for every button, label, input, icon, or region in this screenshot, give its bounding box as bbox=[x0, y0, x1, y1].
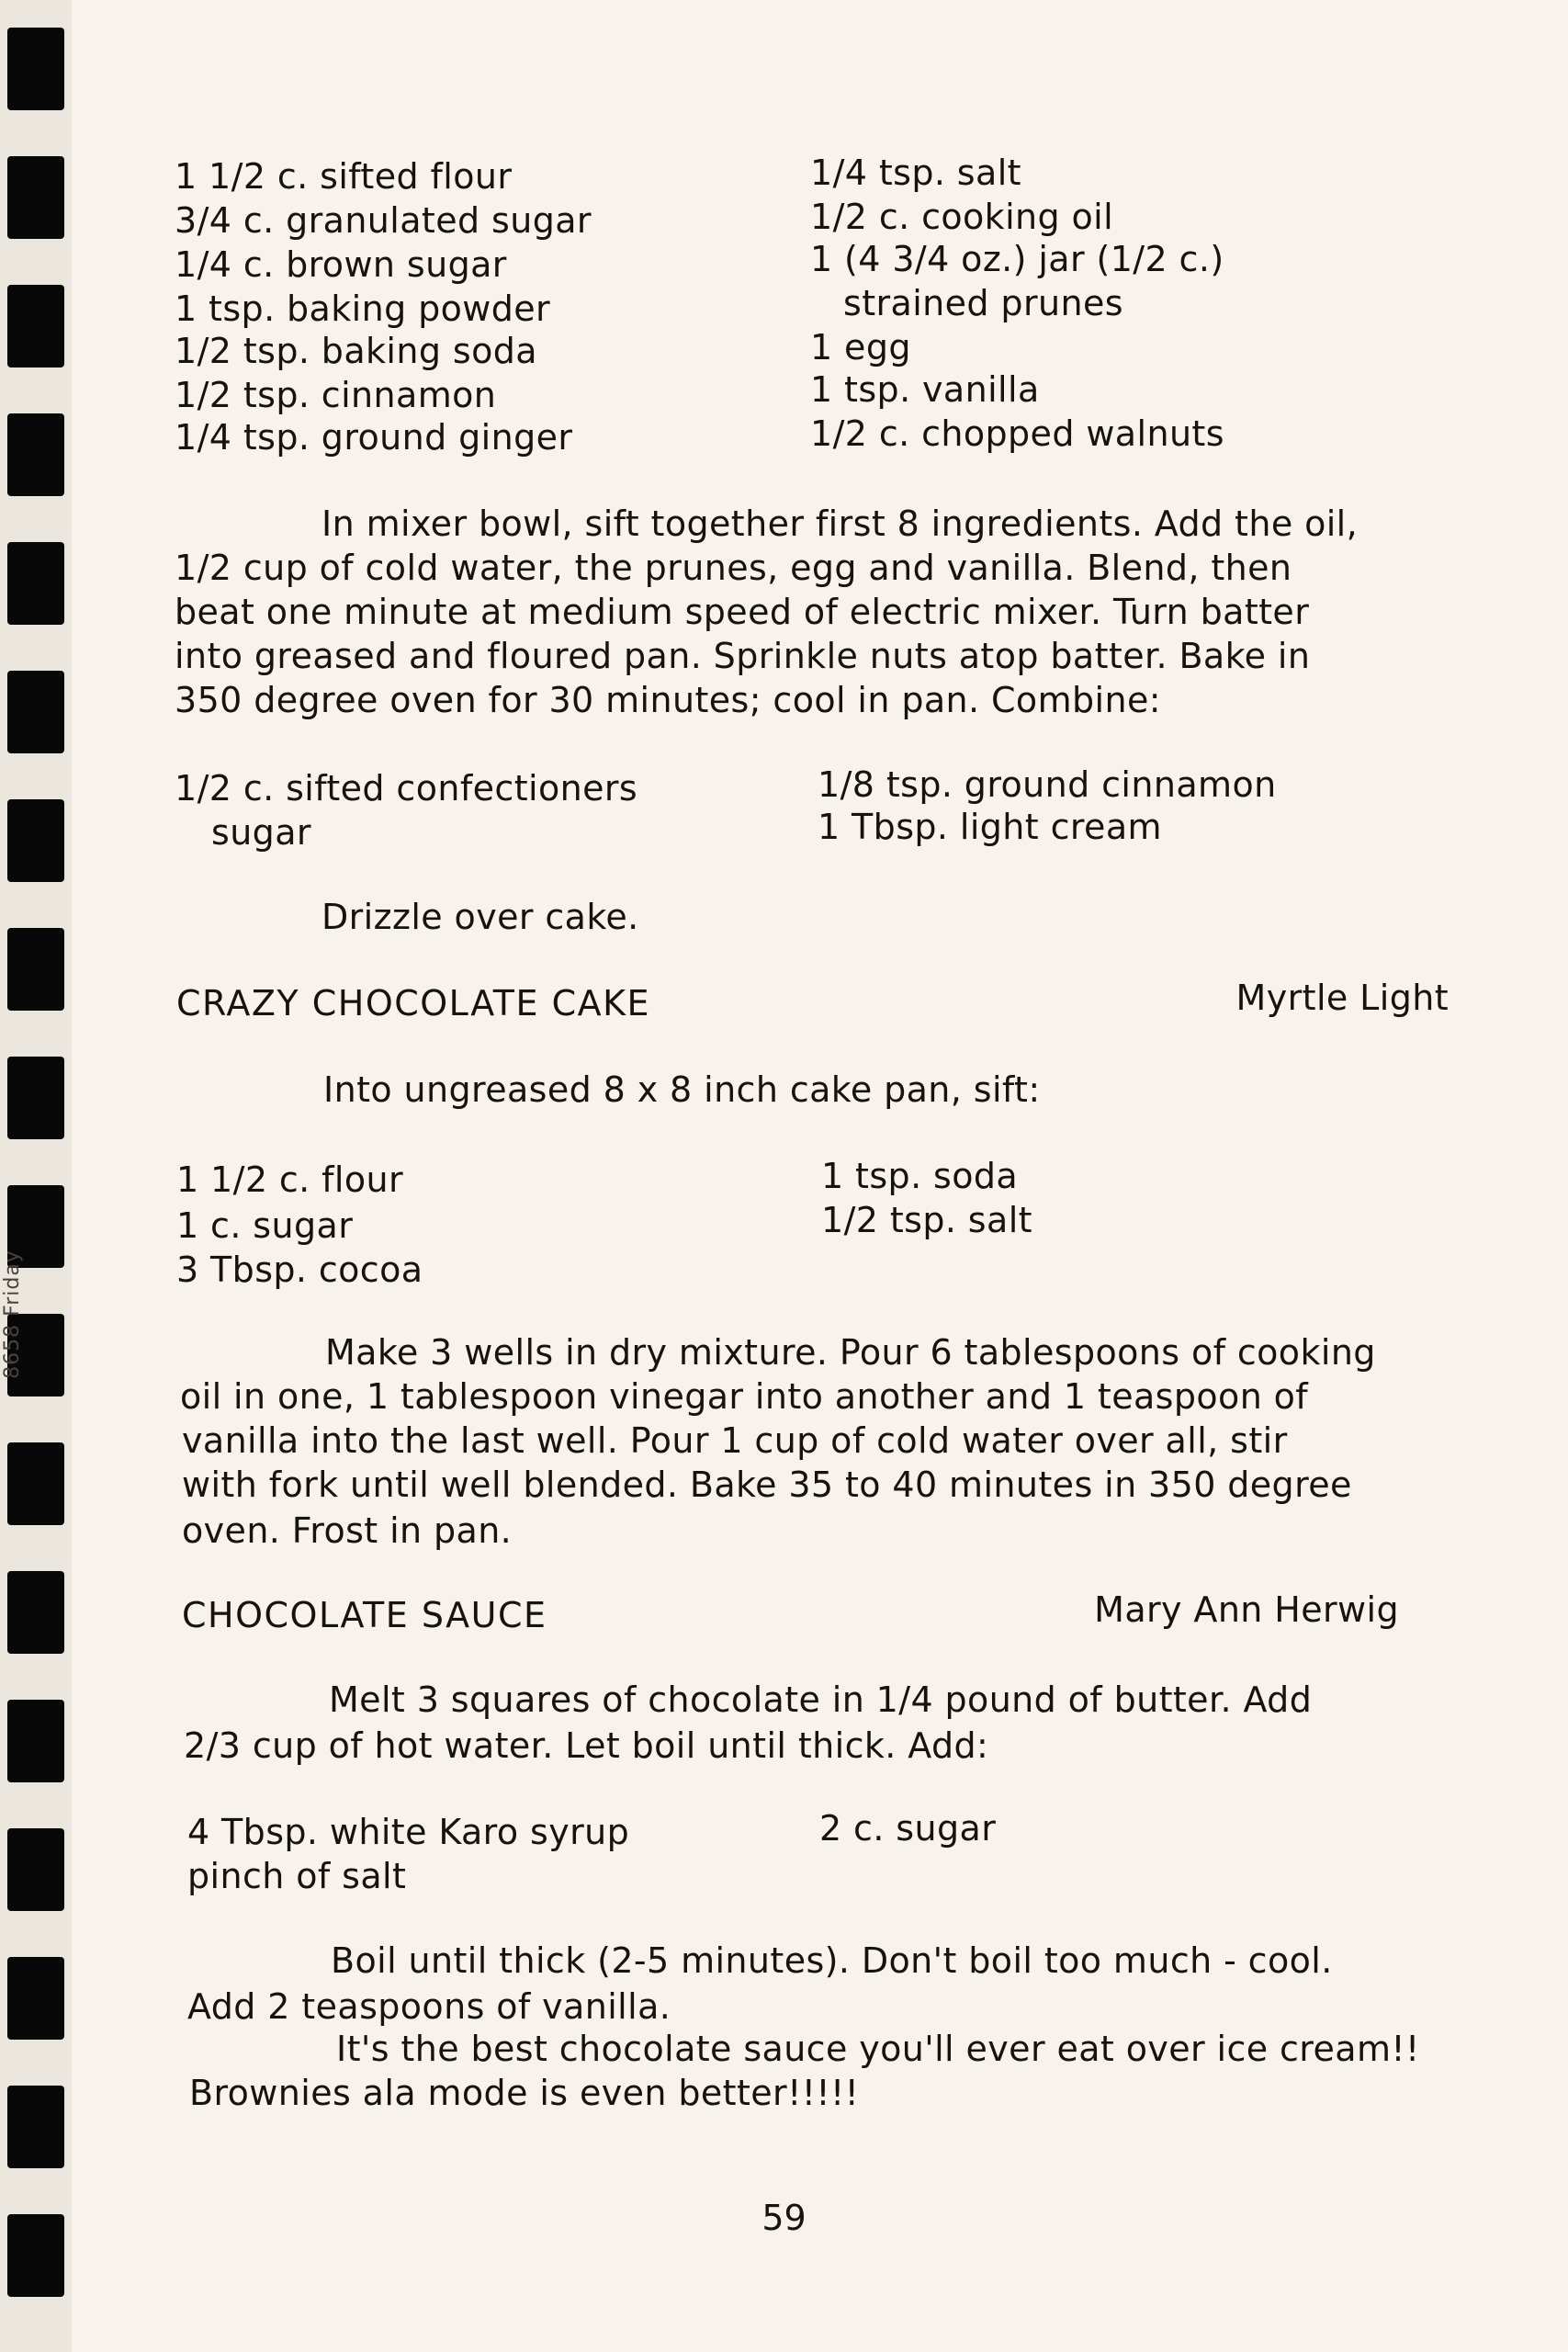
instruction-line: Melt 3 squares of chocolate in 1/4 pound of butter. Add bbox=[329, 1679, 1313, 1720]
ingredient-line: 1 1/2 c. flour bbox=[176, 1159, 404, 1200]
recipe-author: Myrtle Light bbox=[1235, 978, 1449, 1018]
instruction-line: Into ungreased 8 x 8 inch cake pan, sift: bbox=[323, 1069, 1041, 1110]
ingredient-line: 3 Tbsp. cocoa bbox=[176, 1250, 423, 1290]
ingredient-line: 4 Tbsp. white Karo syrup bbox=[187, 1812, 630, 1852]
instruction-line: Drizzle over cake. bbox=[321, 897, 639, 937]
instruction-line: Make 3 wells in dry mixture. Pour 6 tablespoons of cooking bbox=[325, 1332, 1376, 1373]
ingredient-line: 1/4 c. brown sugar bbox=[175, 244, 507, 285]
instruction-line: vanilla into the last well. Pour 1 cup of cold water over all, stir bbox=[182, 1420, 1288, 1461]
page-number: 59 bbox=[761, 2198, 807, 2238]
instruction-line: Boil until thick (2-5 minutes). Don't boil too much - cool. bbox=[331, 1940, 1333, 1981]
ingredient-line: sugar bbox=[211, 812, 311, 853]
ingredient-line: 3/4 c. granulated sugar bbox=[175, 200, 592, 241]
instruction-line: beat one minute at medium speed of electric mixer. Turn batter bbox=[175, 592, 1310, 632]
ingredient-line: 1/2 tsp. baking soda bbox=[175, 331, 537, 371]
instruction-line: It's the best chocolate sauce you'll ever eat over ice cream!! bbox=[336, 2029, 1420, 2069]
ingredient-line: strained prunes bbox=[843, 283, 1123, 323]
recipe-title: CHOCOLATE SAUCE bbox=[182, 1595, 547, 1635]
ingredient-line: pinch of salt bbox=[187, 1856, 407, 1896]
ingredient-line: 1/4 tsp. salt bbox=[810, 153, 1021, 193]
ingredient-line: 1/2 c. chopped walnuts bbox=[810, 413, 1224, 454]
ingredient-line: 1/2 c. sifted confectioners bbox=[175, 768, 638, 808]
instruction-line: oven. Frost in pan. bbox=[182, 1510, 513, 1551]
edge-stamp-text: 8658 Friday bbox=[0, 1249, 24, 1379]
ingredient-line: 1 (4 3/4 oz.) jar (1/2 c.) bbox=[810, 239, 1224, 279]
ingredient-line: 1/4 tsp. ground ginger bbox=[175, 417, 573, 458]
ingredient-line: 1 tsp. soda bbox=[821, 1156, 1019, 1196]
ingredient-line: 1 tsp. vanilla bbox=[810, 369, 1040, 410]
ingredient-line: 1 tsp. baking powder bbox=[175, 288, 551, 329]
ingredient-line: 2 c. sugar bbox=[819, 1808, 997, 1849]
ingredient-line: 1/2 tsp. cinnamon bbox=[175, 375, 497, 415]
recipe-title: CRAZY CHOCOLATE CAKE bbox=[176, 983, 651, 1023]
ingredient-line: 1/8 tsp. ground cinnamon bbox=[818, 764, 1277, 805]
instruction-line: In mixer bowl, sift together first 8 ingredients. Add the oil, bbox=[321, 503, 1359, 544]
ingredient-line: 1/2 tsp. salt bbox=[821, 1200, 1032, 1240]
ingredient-line: 1 egg bbox=[810, 327, 911, 368]
instruction-line: Brownies ala mode is even better!!!!! bbox=[189, 2073, 860, 2113]
ingredient-line: 1 Tbsp. light cream bbox=[818, 807, 1162, 847]
instruction-line: into greased and floured pan. Sprinkle nuts atop batter. Bake in bbox=[175, 636, 1311, 676]
ingredient-line: 1 c. sugar bbox=[176, 1205, 354, 1246]
instruction-line: with fork until well blended. Bake 35 to 40 minutes in 350 degree bbox=[182, 1464, 1352, 1505]
instruction-line: Add 2 teaspoons of vanilla. bbox=[187, 1986, 671, 2027]
ingredient-line: 1/2 c. cooking oil bbox=[810, 197, 1114, 237]
instruction-line: 1/2 cup of cold water, the prunes, egg and vanilla. Blend, then bbox=[175, 548, 1292, 588]
instruction-line: 2/3 cup of hot water. Let boil until thick. Add: bbox=[184, 1725, 989, 1766]
ingredient-line: 1 1/2 c. sifted flour bbox=[175, 156, 513, 197]
recipe-author: Mary Ann Herwig bbox=[1094, 1589, 1399, 1630]
instruction-line: 350 degree oven for 30 minutes; cool in pan. Combine: bbox=[175, 680, 1161, 720]
instruction-line: oil in one, 1 tablespoon vinegar into another and 1 teaspoon of bbox=[180, 1376, 1309, 1417]
